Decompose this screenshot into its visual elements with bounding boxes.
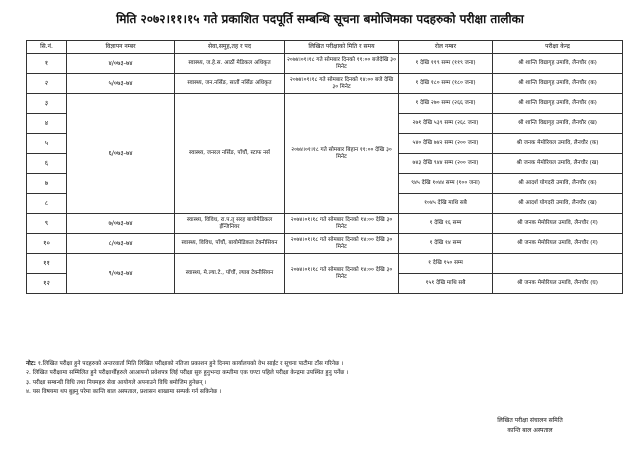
col-header-roll: रोल नम्बर — [399, 41, 493, 54]
notes-label: नोट: — [26, 361, 36, 367]
cell-centre: श्री शान्ति विद्यागृह उमावि, लैनचौर (क) — [493, 54, 623, 74]
cell-roll: १५१ देखि माथि सबै — [399, 274, 493, 294]
cell-adv: ७/०७३-७४ — [67, 214, 175, 234]
cell-centre: श्री शान्ति विद्यागृह उमावि, लैनचौर (ख) — [493, 114, 623, 134]
cell-sn: १२ — [27, 274, 67, 294]
cell-roll: १ देखि १८० सम्म (१८० जना) — [399, 74, 493, 94]
cell-roll: १ देखि ११९ सम्म (११९ जना) — [399, 54, 493, 74]
cell-date: २०७४।०१।१८ गते सोमबार दिनको १४:०० देखि ३० मिनेट — [285, 254, 399, 294]
table-row — [27, 94, 623, 114]
cell-centre: श्री शान्ति विद्यागृह उमावि, लैनचौर (क) — [493, 94, 623, 114]
note-line: ३. परीक्षा सम्बन्धी विधि तथा नियमहरु सेवा आयोगले अपनाउने विधि बमोजिम हुनेछन् । — [26, 379, 207, 386]
notes-section — [26, 360, 626, 398]
note-line: ४. यस विषयमा थप बुझ्नु परेमा कान्ति बाल अस्पताल, प्रशासन शाखामा सम्पर्क गर्न सकिनेछ । — [26, 389, 222, 396]
cell-sn: ११ — [27, 254, 67, 274]
cell-centre: श्री जनक मेमोरियल उमावि, लैनचौर (ख) — [493, 154, 623, 174]
exam-schedule-table — [26, 40, 623, 294]
cell-centre: श्री जनक मेमोरियल उमावि, लैनचौर (ग) — [493, 234, 623, 254]
note-text: १.लिखित परीक्षा हुने पदहरुको अन्तरवार्ता मिति लिखित परीक्षाको नतिजा प्रकाशन हुने दिनमा कार्यालयको वेभ साईट र सूचना पाटीमा टाँस गरिनेछ । — [37, 361, 344, 367]
signature-committee: लिखित परीक्षा संचालन समिति — [497, 417, 563, 424]
cell-sn: ५ — [27, 134, 67, 154]
signature-organization: कान्ति बाल अस्पताल — [507, 427, 553, 434]
cell-date: २०७४।०१।१८ गते सोमबार दिनको १४:०० बजे देखि ३० मिनेट — [285, 74, 399, 94]
cell-service: स्वास्थ्य, जनरल नर्सिङ, पाँचौं, स्टाफ नर्स — [175, 94, 285, 214]
cell-date: २०७४।०१।१८ गते सोमबार दिनको ११:०० बजेदेखि ३० मिनेट — [285, 54, 399, 74]
table-header-row — [27, 41, 623, 54]
table-row — [27, 214, 623, 234]
cell-centre: श्री शान्ति विद्यागृह उमावि, लैनचौर (क) — [493, 74, 623, 94]
cell-sn: ४ — [27, 114, 67, 134]
cell-sn: २ — [27, 74, 67, 94]
cell-centre: श्री आदर्श योगदरी उमावि, लैनचौर (क) — [493, 174, 623, 194]
table-row — [27, 234, 623, 254]
cell-roll: १ देखि १४ सम्म — [399, 234, 493, 254]
cell-sn: १० — [27, 234, 67, 254]
cell-roll: ७४३ देखि ९४४ सम्म (२०० जना) — [399, 154, 493, 174]
cell-centre: श्री आदर्श योगदरी उमावि, लैनचौर (ख) — [493, 194, 623, 214]
cell-centre: श्री जनक मेमोरियल उमावि, लैनचौर (घ) — [493, 274, 623, 294]
cell-adv: ६/०७३-७४ — [67, 94, 175, 214]
cell-roll: १ देखि १५० सम्म — [399, 254, 493, 274]
cell-centre: श्री जनक मेमोरियल उमावि, लैनचौर (ग) — [493, 214, 623, 234]
cell-adv: ८/०७३-७४ — [67, 234, 175, 254]
col-header-sn: सि.नं. — [27, 41, 67, 54]
cell-adv: ९/०७३-७४ — [67, 254, 175, 294]
cell-adv: ४/०७३-७४ — [67, 54, 175, 74]
cell-roll: ५४० देखि ७४२ सम्म (२०० जना) — [399, 134, 493, 154]
cell-adv: ५/०७३-७४ — [67, 74, 175, 94]
cell-sn: ७ — [27, 174, 67, 194]
cell-sn: ८ — [27, 194, 67, 214]
cell-service: स्वास्थ्य, ज.हे.स. आठौं मेडिकल अधिकृत — [175, 54, 285, 74]
col-header-service: सेवा,समुह,तह र पद — [175, 41, 285, 54]
cell-date: २०७४।०१।१८ गते सोमबार बिहान ११:०० देखि ३० मिनेट — [285, 94, 399, 214]
cell-service: स्वास्थ्य, जन.नर्सिङ, सातौं नर्सिङ अधिकृत — [175, 74, 285, 94]
note-line: २. लिखित परीक्षामा सम्मिलित हुने परीक्षार्थीहरुले आआफ्नो प्रवेशपत्र लिई परीक्षा सुरु हुनुभन्दा कम्तीमा एक घण्टा पहिले परीक्षा केन्द्रमा उपस्थित हुनु पर्नेछ । — [26, 370, 349, 377]
cell-centre: श्री जनक मेमोरियल उमावि, लैनचौर (क) — [493, 134, 623, 154]
col-header-adv: विज्ञापन नम्बर — [67, 41, 175, 54]
cell-roll: १ देखि १६ सम्म — [399, 214, 493, 234]
cell-service: स्वास्थ्य, मे.ल्या.टे., पाँचौं, ल्याब टेक्नीसियन — [175, 254, 285, 294]
cell-roll: २७१ देखि ५३९ सम्म (२६८ जना) — [399, 114, 493, 134]
note-line — [26, 360, 626, 369]
table-row — [27, 74, 623, 94]
cell-sn: १ — [27, 54, 67, 74]
cell-date: २०७४।०१।१८ गते सोमबार दिनको १४:०० देखि ३० मिनेट — [285, 214, 399, 234]
cell-roll: ९४५ देखि १०४४ सम्म (१०० जना) — [399, 174, 493, 194]
cell-date: २०७४।०१।१८ गते सोमबार दिनको १४:०० देखि ३० मिनेट — [285, 234, 399, 254]
cell-sn: ९ — [27, 214, 67, 234]
col-header-date: लिखित परीक्षाको मिति र समय — [285, 41, 399, 54]
cell-sn: ६ — [27, 154, 67, 174]
cell-roll: १०४५ देखि माथि सबै — [399, 194, 493, 214]
cell-roll: १ देखि २७० सम्म (२६६ जना) — [399, 94, 493, 114]
signature-block — [430, 416, 630, 436]
table-row — [27, 54, 623, 74]
cell-service: स्वास्थ्य, विविध, रा.प.तृ सरह बायोमेडिकल ईन्जिनियर — [175, 214, 285, 234]
col-header-centre: परीक्षा केन्द्र — [493, 41, 623, 54]
page-title: मिति २०७२।११।१५ गते प्रकाशित पदपूर्ति सम्बन्धि सूचना बमोजिमका पदहरुको परीक्षा तालीका — [116, 12, 524, 26]
cell-sn: ३ — [27, 94, 67, 114]
cell-service: स्वास्थ्य, विविध, पाँचौं, बायोमेडिकल टेक्नीसियन — [175, 234, 285, 254]
cell-centre — [493, 254, 623, 274]
table-row — [27, 254, 623, 274]
